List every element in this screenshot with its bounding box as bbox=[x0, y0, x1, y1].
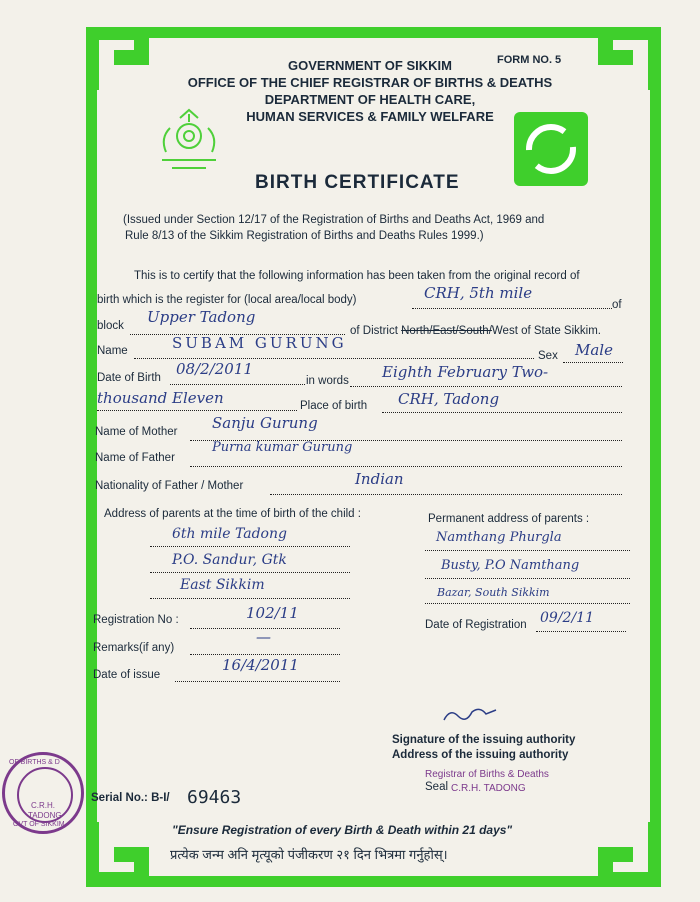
address-line-1: 6th mile Tadong bbox=[172, 526, 287, 542]
address-line-3: East Sikkim bbox=[180, 577, 265, 593]
certificate-title: BIRTH CERTIFICATE bbox=[255, 172, 460, 193]
local-area-label: birth which is the register for (local area/local body) bbox=[97, 294, 357, 306]
serial-number: 69463 bbox=[187, 787, 242, 808]
nationality-label: Nationality of Father / Mother bbox=[95, 480, 244, 492]
corner-ornament-bottom-left bbox=[84, 817, 154, 887]
corner-ornament-bottom-right bbox=[593, 817, 663, 887]
name-label: Name bbox=[97, 345, 128, 357]
header-line-4: HUMAN SERVICES & FAMILY WELFARE bbox=[246, 109, 494, 124]
signature-line-1: Signature of the issuing authority bbox=[392, 734, 576, 746]
remarks-label: Remarks(if any) bbox=[93, 642, 175, 654]
green-logo-icon bbox=[514, 112, 588, 186]
perm-line-1: Namthang Phurgla bbox=[436, 530, 562, 545]
sex-value: Male bbox=[575, 341, 613, 359]
father-value: Purna kumar Gurung bbox=[212, 440, 353, 455]
perm-line-3: Bazar, South Sikkim bbox=[437, 586, 550, 599]
issued-under-line-2: Rule 8/13 of the Sikkim Registration of Births and Deaths Rules 1999.) bbox=[125, 230, 484, 242]
signature-line-2: Address of the issuing authority bbox=[392, 749, 569, 761]
header-line-2: OFFICE OF THE CHIEF REGISTRAR OF BIRTHS & DEATHS bbox=[187, 75, 553, 90]
round-stamp-low: TADONG bbox=[28, 811, 62, 820]
nationality-value: Indian bbox=[355, 470, 404, 488]
name-value: SUBAM GURUNG bbox=[172, 334, 347, 352]
round-stamp-top: OF BIRTHS & D bbox=[9, 759, 60, 766]
reg-no-value: 102/11 bbox=[246, 604, 299, 622]
words-line-2: thousand Eleven bbox=[97, 389, 224, 407]
footer-slogan: "Ensure Registration of every Birth & Death within 21 days" bbox=[172, 823, 513, 837]
mother-label: Name of Mother bbox=[95, 426, 178, 438]
round-stamp bbox=[2, 752, 84, 834]
permanent-label: Permanent address of parents : bbox=[428, 513, 590, 525]
serial-label: Serial No.: B-I/ bbox=[91, 792, 170, 804]
sikkim-emblem-icon bbox=[150, 108, 228, 174]
in-words-label: in words bbox=[306, 375, 349, 387]
mother-value: Sanju Gurung bbox=[212, 414, 318, 432]
place-of-birth-value: CRH, Tadong bbox=[398, 390, 500, 408]
corner-ornament-top-right bbox=[593, 25, 663, 95]
stamp-crh: C.R.H. TADONG bbox=[451, 783, 526, 794]
date-registration-label: Date of Registration bbox=[425, 619, 527, 631]
stamp-registrar: Registrar of Births & Deaths bbox=[425, 769, 549, 780]
address-line-2: P.O. Sandur, Gtk bbox=[172, 552, 287, 568]
round-stamp-mid: C.R.H. bbox=[31, 801, 55, 810]
sex-label: Sex bbox=[538, 350, 558, 362]
dob-label: Date of Birth bbox=[97, 372, 161, 384]
header-line-1: GOVERNMENT OF SIKKIM bbox=[288, 58, 452, 73]
words-line-1: Eighth February Two- bbox=[382, 363, 549, 381]
district-label: of District North/East/South/West of State Sikkim. bbox=[350, 325, 601, 337]
date-registration-value: 09/2/11 bbox=[540, 610, 594, 626]
footer-hindi: प्रत्येक जन्म अनि मृत्यूको पंजीकरण २१ दिन भित्रमा गर्नुहोस्। bbox=[170, 847, 448, 862]
local-area-suffix: of bbox=[612, 299, 622, 311]
dob-value: 08/2/2011 bbox=[176, 360, 253, 378]
reg-no-label: Registration No : bbox=[93, 614, 179, 626]
father-label: Name of Father bbox=[95, 452, 175, 464]
round-stamp-bottom: OVT OF SIKKIM bbox=[13, 821, 65, 828]
seal-label: Seal bbox=[425, 781, 449, 793]
date-issue-label: Date of issue bbox=[93, 669, 161, 681]
local-area-value: CRH, 5th mile bbox=[424, 284, 533, 302]
remarks-value: — bbox=[256, 628, 271, 646]
block-label: block bbox=[97, 320, 124, 332]
date-issue-value: 16/4/2011 bbox=[222, 656, 299, 674]
perm-line-2: Busty, P.O Namthang bbox=[441, 558, 580, 573]
form-number: FORM NO. 5 bbox=[497, 54, 562, 66]
place-of-birth-label: Place of birth bbox=[300, 400, 368, 412]
issued-under-line-1: (Issued under Section 12/17 of the Registration of Births and Deaths Act, 1969 and bbox=[123, 214, 545, 226]
signature-scribble bbox=[440, 702, 500, 726]
address-time-label: Address of parents at the time of birth of the child : bbox=[104, 508, 361, 520]
certify-line-1: This is to certify that the following information has been taken from the original record of bbox=[134, 270, 580, 282]
block-value: Upper Tadong bbox=[147, 308, 256, 326]
header-line-3: DEPARTMENT OF HEALTH CARE, bbox=[264, 92, 476, 107]
